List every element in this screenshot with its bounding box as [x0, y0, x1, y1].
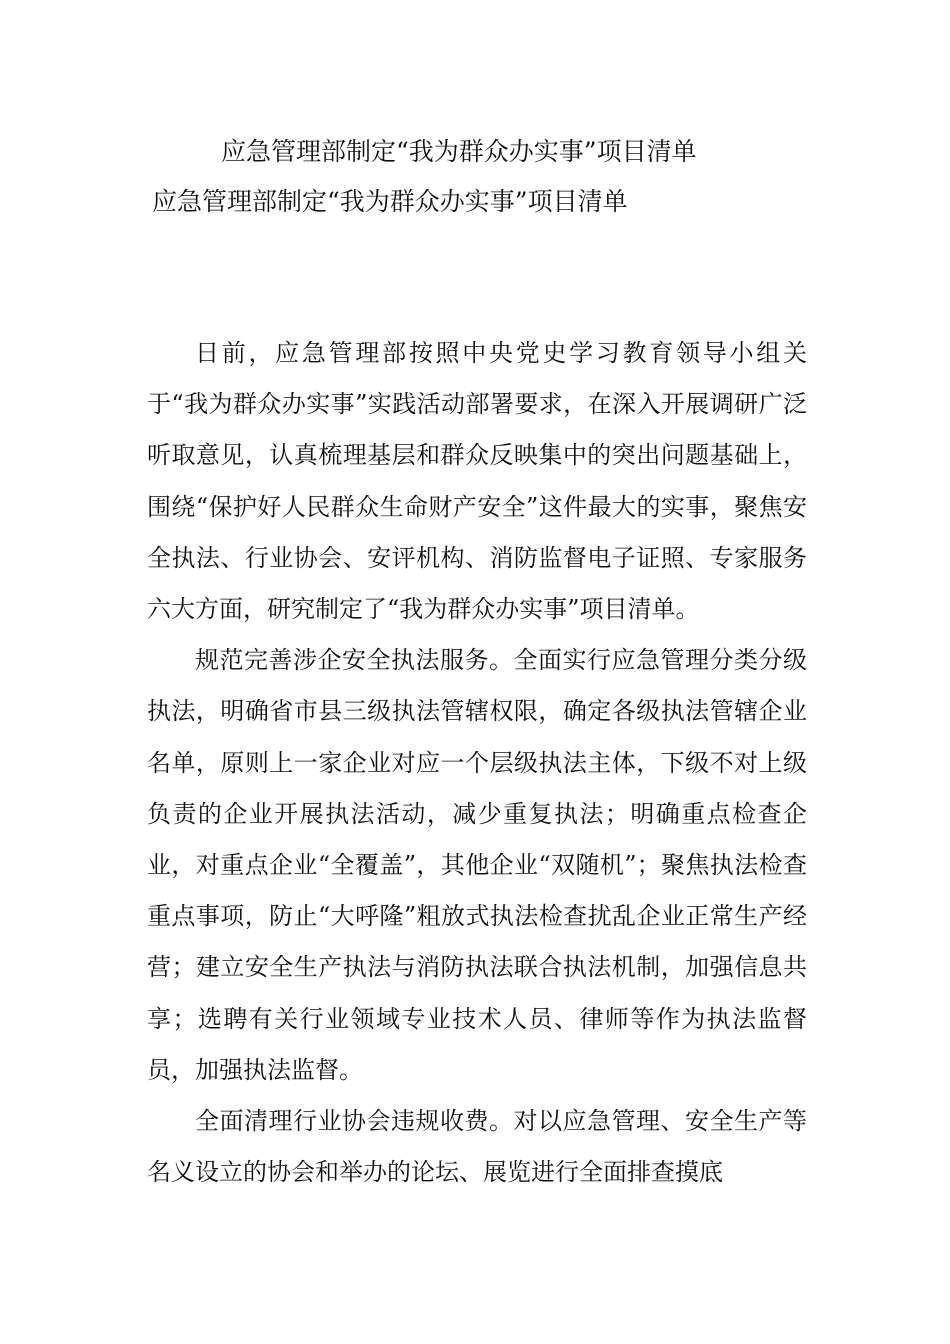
paragraph-associations: 全面清理行业协会违规收费。对以应急管理、安全生产等名义设立的协会和举办的论坛、展览进行全面排查摸底 [147, 1107, 807, 1187]
paragraph-enforcement: 规范完善涉企安全执法服务。全面实行应急管理分类分级执法，明确省市县三级执法管辖权限，确定各级执法管辖企业名单，原则上一家企业对应一个层级执法主体，下级不对上级负责的企业开展执法活动，减少重复执法；明确重点检查企业，对重点企业“全覆盖”，其他企业“双随机”；聚焦执法检查重点事项，防止“大呼隆”粗放式执法检查扰乱企业正常生产经营；建立安全生产执法与消防执法联合执法机制，加强信息共享；选聘有关行业领域专业技术人员、律师等作为执法监督员，加强执法监督。 [147, 646, 807, 1084]
paragraph-intro: 日前，应急管理部按照中央党史学习教育领导小组关于“我为群众办实事”实践活动部署要求，在深入开展调研广泛听取意见，认真梳理基层和群众反映集中的突出问题基础上，围绕“保护好人民群众生命财产安全”这件最大的实事，聚焦安全执法、行业协会、安评机构、消防监督电子证照、专家服务六大方面，研究制定了“我为群众办实事”项目清单。 [147, 339, 807, 624]
document-subtitle: 应急管理部制定“我为群众办实事”项目清单 [152, 187, 628, 216]
document-body [147, 328, 807, 1198]
document-title: 应急管理部制定“我为群众办实事”项目清单 [221, 137, 697, 166]
